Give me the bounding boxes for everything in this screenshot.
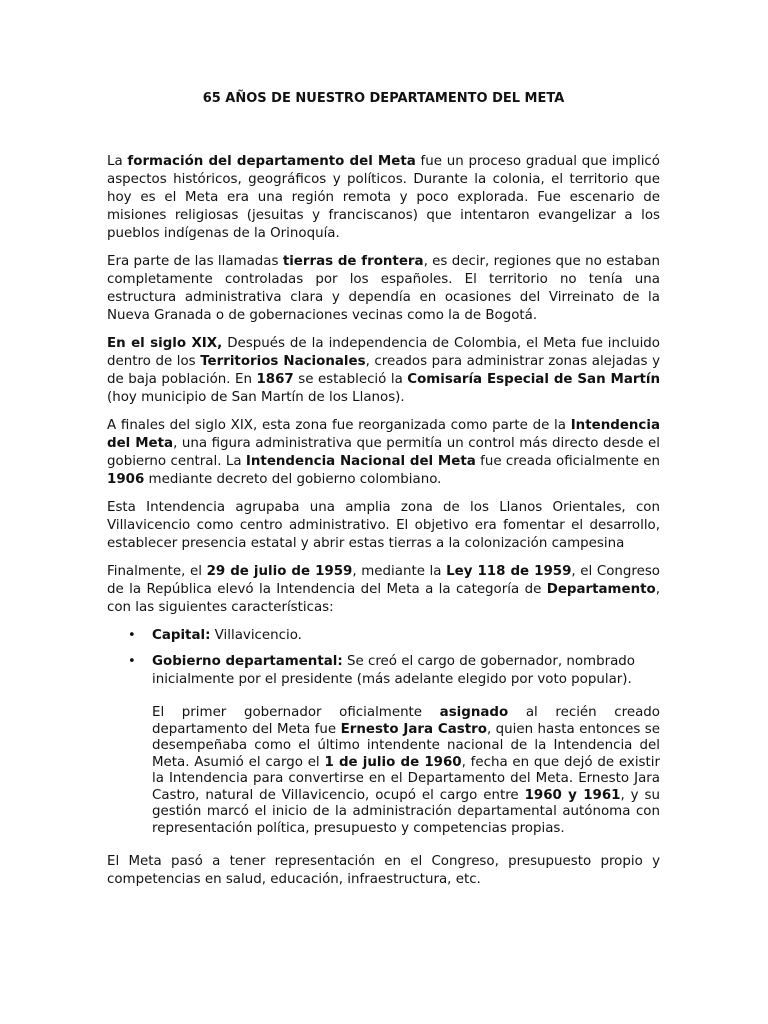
list-item-label: Capital: (152, 628, 211, 643)
characteristics-list (107, 627, 660, 689)
text-run: , quien hasta entonces se desempeñaba como el último intendente nacional de la Intendencia del Meta. Asumió el cargo el (152, 721, 660, 770)
text-run: , mediante la (352, 564, 447, 579)
text-run: La (107, 154, 128, 169)
bullet-icon: • (128, 628, 136, 643)
bold-run: asignado (439, 705, 509, 720)
bold-run: Comisaría Especial de San Martín (407, 372, 661, 387)
bold-run: Ley 118 de 1959 (446, 564, 572, 579)
text-run: Era parte de las llamadas (107, 254, 283, 269)
paragraph-formacion (107, 153, 660, 243)
bold-run: Ernesto Jara Castro (340, 721, 487, 737)
text-run: , creados para administrar zonas alejadas y de baja población. En (107, 354, 661, 387)
bold-run: tierras de frontera (282, 254, 424, 269)
text-run: El Meta pasó a tener representación en el Congreso, presupuesto propio y competencias en salud, educación, infraestructura, etc. (107, 854, 660, 887)
text-run: mediante decreto del gobierno colombiano. (144, 472, 442, 487)
document-title: 65 AÑOS DE NUESTRO DEPARTAMENTO DEL META (202, 91, 565, 106)
paragraph-siglo-xix (107, 335, 660, 407)
bold-run: 29 de julio de 1959 (206, 564, 353, 579)
text-run: , fecha en que dejó de existir la Intendencia para convertirse en el Departamento del Meta. Ernesto Jara Castro, natural de Villavicencio, ocupó el cargo entre (152, 754, 660, 803)
text-run: Esta Intendencia agrupaba una amplia zona de los Llanos Orientales, con Villavicencio como centro administrativo. El objetivo era fomentar el desarrollo, establecer presencia estatal y abrir estas tierras a la colonización campesina (107, 500, 660, 551)
text-run: (hoy municipio de San Martín de los Llanos). (107, 390, 405, 405)
list-item-label: Gobierno departamental: (152, 654, 343, 669)
text-run: fue creada oficialmente en (475, 454, 661, 469)
list-item-text: Se creó el cargo de gobernador, nombrado inicialmente por el presidente (más adelante elegido por voto popular). (152, 654, 635, 687)
paragraph-representacion (107, 853, 660, 889)
paragraph-primer-gobernador (152, 705, 660, 837)
text-run: al recién creado departamento del Meta fue (152, 705, 660, 737)
text-run: , con las siguientes características: (107, 582, 660, 615)
bold-run: En el siglo XIX, (107, 336, 223, 351)
bold-run: 1867 (256, 372, 294, 387)
text-run: Después de la independencia de Colombia, el Meta fue incluido dentro de los (107, 336, 660, 369)
bold-run: Intendencia del Meta (107, 418, 660, 451)
text-run: , el Congreso de la República elevó la Intendencia del Meta a la categoría de (107, 564, 660, 597)
bold-run: Intendencia Nacional del Meta (245, 454, 476, 469)
bold-run: Departamento (546, 582, 656, 597)
text-run: fue un proceso gradual que implicó aspectos históricos, geográficos y políticos. Durante la colonia, el territorio que hoy es el Meta era una región remota y poco explorada. Fue escenario de misiones religiosas (jesuitas y franciscanos) que intentaron evangelizar a los pueblos indígenas de la Orinoquía. (107, 154, 660, 241)
text-run: , es decir, regiones que no estaban completamente controladas por los españoles. El territorio no tenía una estructura administrativa clara y dependía en ocasiones del Virreinato de la Nueva Granada o de gobernaciones vecinas como la de Bogotá. (107, 254, 661, 323)
paragraph-intendencia (107, 417, 660, 489)
text-run: se estableció la (293, 372, 408, 387)
paragraph-tierras-frontera (107, 253, 660, 325)
text-run: , y su gestión marcó el inicio de la administración departamental autónoma con representación política, presupuesto y competencias propias. (152, 787, 660, 836)
paragraph-ley-118 (107, 563, 660, 617)
paragraph-llanos-orientales (107, 499, 660, 553)
list-item-gobierno (107, 653, 660, 689)
text-run: A finales del siglo XIX, esta zona fue reorganizada como parte de la (107, 418, 571, 433)
text-run: El primer gobernador oficialmente (152, 705, 440, 720)
bold-run: 1 de julio de 1960 (324, 754, 462, 770)
bullet-icon: • (128, 654, 136, 669)
text-run: , una figura administrativa que permitía un control más directo desde el gobierno central. La (107, 436, 660, 469)
bold-run: 1960 y 1961 (524, 787, 621, 803)
bold-run: Territorios Nacionales (200, 354, 366, 369)
list-item-text: Villavicencio. (210, 628, 302, 643)
text-run: Finalmente, el (107, 564, 207, 579)
document-page (107, 90, 660, 899)
bold-run: formación del departamento del Meta (127, 154, 416, 169)
list-item-capital (107, 627, 660, 645)
bold-run: 1906 (107, 472, 145, 487)
